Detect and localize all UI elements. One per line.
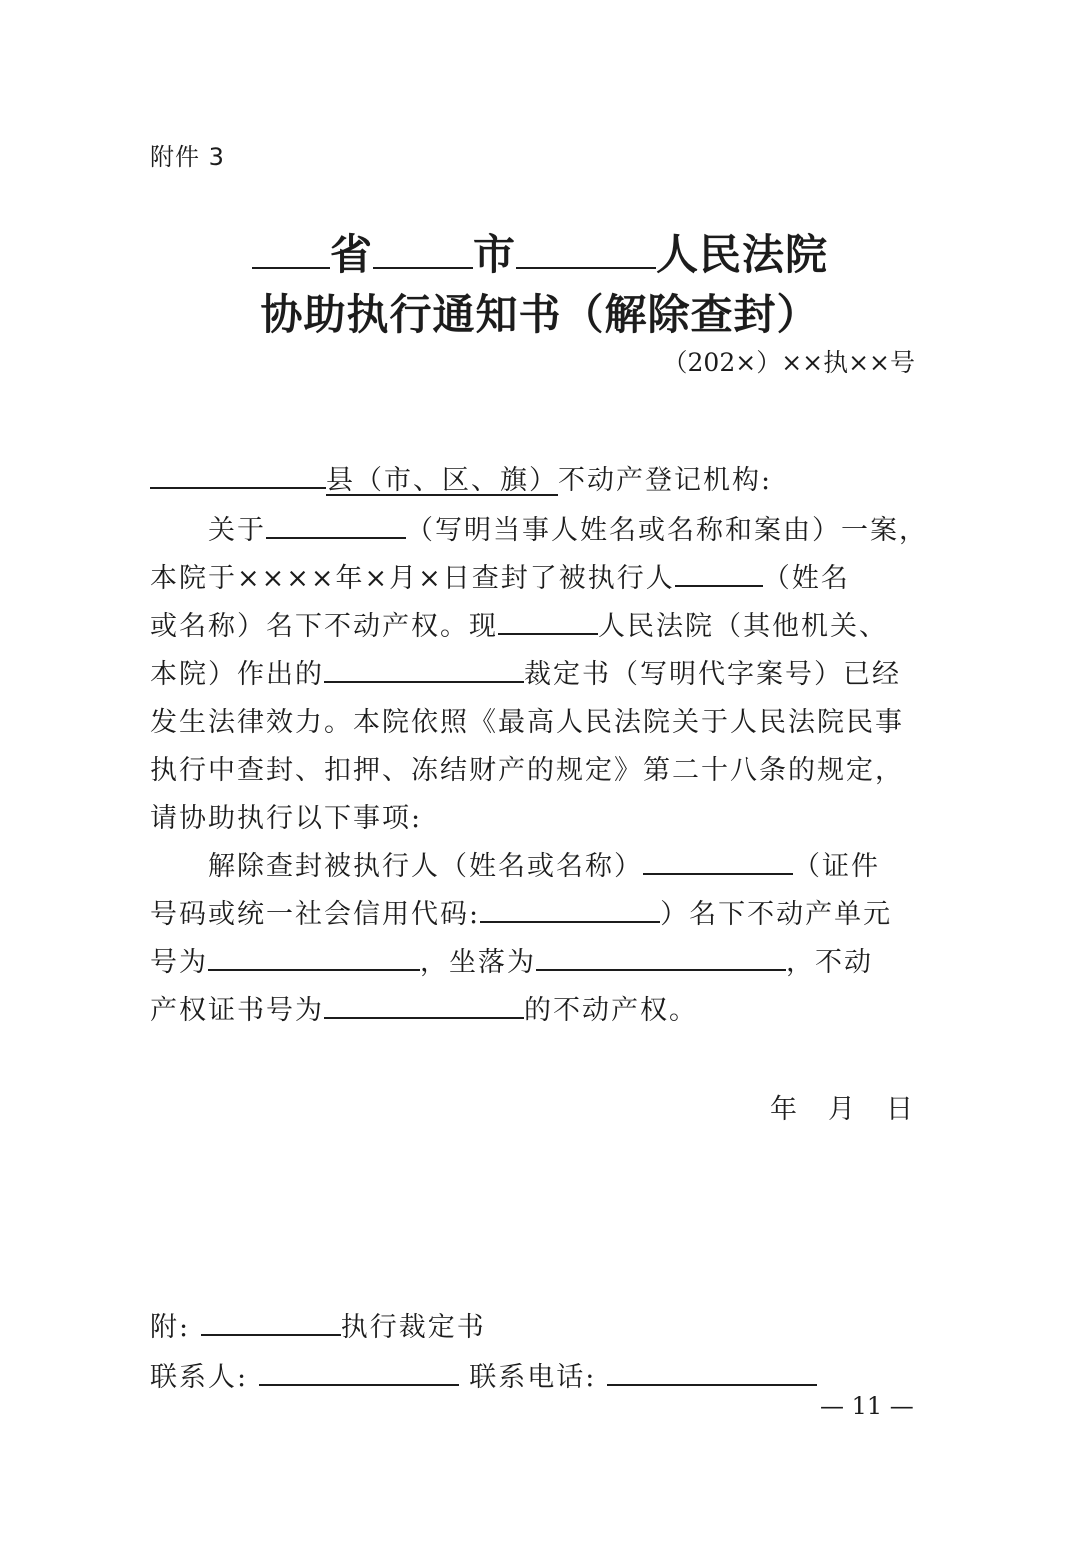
name-blank (643, 847, 793, 875)
location-blank (536, 943, 786, 971)
date-line (770, 1087, 913, 1126)
contact-label: 联系人: (150, 1362, 249, 1393)
title-court-line (0, 222, 1080, 282)
body-line-4 (150, 652, 901, 691)
attachment-footer (150, 1305, 486, 1344)
title-notice-line: 协助执行通知书（解除查封） (260, 290, 820, 339)
body-text: （写明当事人姓名或名称和案由）一案， (406, 515, 928, 546)
body-text: 关于 (208, 515, 266, 546)
body-text: ，不动 (786, 947, 873, 978)
body-text: 裁定书（写明代字案号）已经 (524, 659, 901, 690)
body-text: ，坐落为 (420, 947, 536, 978)
body-line-5: 发生法律效力。本院依照《最高人民法院关于人民法院民事 (150, 707, 904, 738)
body-text: 或名称）名下不动产权。现 (150, 611, 498, 642)
body-text: 产权证书号为 (150, 995, 324, 1026)
body-text: 本院）作出的 (150, 659, 324, 690)
addressee-line (150, 458, 772, 497)
body-line-9 (150, 892, 892, 931)
addressee-rest: 不动产登记机构: (558, 465, 773, 496)
court-name-blank (498, 607, 598, 635)
body-line-10 (150, 940, 873, 979)
body-line-7: 请协助执行以下事项: (150, 803, 423, 834)
phone-blank (607, 1358, 817, 1386)
contact-footer (150, 1355, 817, 1394)
court-blank (516, 227, 656, 269)
body-line-11 (150, 988, 698, 1027)
phone-label: 联系电话: (469, 1362, 597, 1393)
body-line-8 (208, 844, 880, 883)
body-text: 解除查封被执行人（姓名或名称） (208, 851, 643, 882)
attach-text: 执行裁定书 (340, 1312, 486, 1343)
title-court: 人民法院 (656, 230, 829, 279)
addressee-suffix: 县（市、区、旗） (326, 465, 558, 496)
body-line-1 (208, 508, 928, 547)
body-text: 人民法院（其他机关、 (598, 611, 888, 642)
ruling-blank (324, 655, 524, 683)
city-blank (373, 227, 473, 269)
title-city: 市 (472, 230, 516, 279)
body-line-3 (150, 604, 888, 643)
body-text: 号码或统一社会信用代码: (150, 899, 481, 930)
date-year: 年 (770, 1094, 797, 1125)
attachment-label: 附件 3 (150, 143, 225, 171)
date-day: 日 (886, 1094, 913, 1125)
county-blank (150, 461, 326, 489)
attach-label: 附: (150, 1312, 191, 1343)
unit-number-blank (208, 943, 420, 971)
certificate-blank (324, 991, 524, 1019)
body-text: （姓名 (762, 563, 850, 594)
case-blank (266, 511, 406, 539)
contact-blank (259, 1358, 459, 1386)
body-text: 号为 (150, 947, 208, 978)
attach-blank (201, 1308, 341, 1336)
title-province: 省 (329, 230, 373, 279)
page-number: — 11 — (820, 1392, 914, 1420)
credit-code-blank (480, 895, 660, 923)
body-text: ）名下不动产单元 (660, 899, 893, 930)
body-text: （证件 (793, 851, 880, 882)
province-blank (252, 227, 330, 269)
body-line-2 (150, 556, 850, 595)
date-month: 月 (828, 1094, 855, 1125)
executee-blank (675, 559, 763, 587)
case-reference: （202×）××执××号 (662, 348, 915, 377)
body-text: 本院于××××年×月×日查封了被执行人 (150, 563, 675, 594)
body-text: 的不动产权。 (524, 995, 698, 1026)
body-line-6: 执行中查封、扣押、冻结财产的规定》第二十八条的规定， (150, 755, 904, 786)
